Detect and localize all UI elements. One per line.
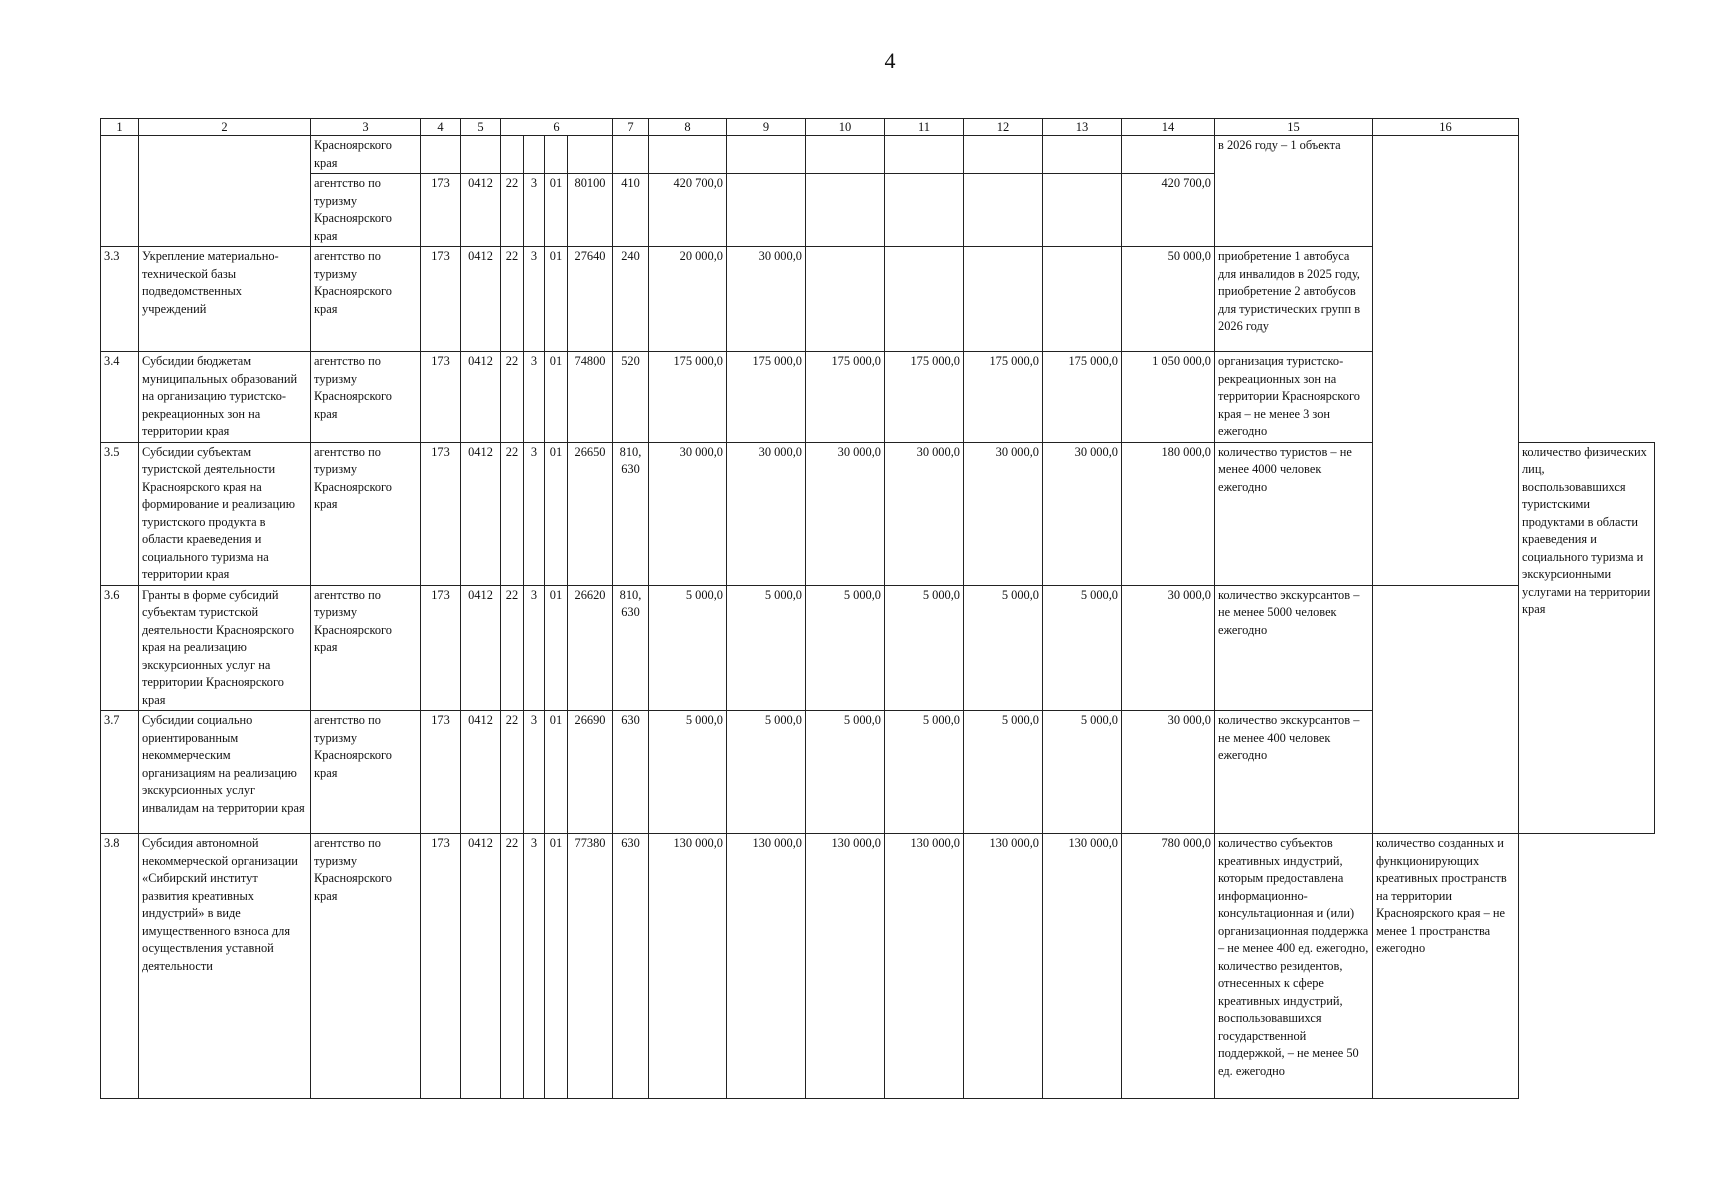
executor-cell: агентство по туризму Красноярского края (311, 352, 421, 443)
executor-cell: Красноярского края (311, 136, 421, 174)
executor-cell: агентство по туризму Красноярского края (311, 711, 421, 834)
col-header: 2 (139, 119, 311, 136)
table-row (101, 585, 1655, 711)
amount-cell: 130 000,0 (964, 834, 1043, 1099)
amount-cell: 130 000,0 (1043, 834, 1122, 1099)
vr-cell: 240 (613, 247, 649, 352)
vr-cell: 630 (613, 711, 649, 834)
col-header: 13 (1043, 119, 1122, 136)
amount-cell: 5 000,0 (964, 711, 1043, 834)
csr-cell: 22 (501, 247, 524, 352)
result-cell: количество экскурсантов – не менее 5000 человек ежегодно (1215, 585, 1373, 711)
col-header: 8 (649, 119, 727, 136)
csr-cell: 01 (545, 174, 568, 247)
rzpr-cell: 0412 (461, 247, 501, 352)
executor-cell: агентство по туризму Красноярского края (311, 585, 421, 711)
csr-cell: 3 (524, 247, 545, 352)
amount-cell: 5 000,0 (1043, 585, 1122, 711)
activity-name: Укрепление материально-технической базы подведомственных учреждений (139, 247, 311, 352)
csr-cell: 01 (545, 352, 568, 443)
amount-cell: 5 000,0 (1043, 711, 1122, 834)
activity-name: Субсидии бюджетам муниципальных образований на организацию туристско-рекреационных зон на территории края (139, 352, 311, 443)
csr-cell: 3 (524, 442, 545, 585)
amount-cell: 5 000,0 (885, 711, 964, 834)
vr-cell: 410 (613, 174, 649, 247)
col-header: 7 (613, 119, 649, 136)
rzpr-cell: 0412 (461, 352, 501, 443)
col-header: 5 (461, 119, 501, 136)
amount-cell: 20 000,0 (649, 247, 727, 352)
csr-cell: 22 (501, 352, 524, 443)
total-cell: 30 000,0 (1122, 711, 1215, 834)
row-number: 3.8 (101, 834, 139, 1099)
csr-cell: 77380 (568, 834, 613, 1099)
col-header: 11 (885, 119, 964, 136)
col-header: 12 (964, 119, 1043, 136)
row-number: 3.3 (101, 247, 139, 352)
page-number: 4 (884, 48, 896, 73)
total-cell: 1 050 000,0 (1122, 352, 1215, 443)
rzpr-cell: 0412 (461, 711, 501, 834)
rzpr-cell: 0412 (461, 834, 501, 1099)
csr-cell: 26620 (568, 585, 613, 711)
grbs-cell: 173 (421, 442, 461, 585)
grbs-cell: 173 (421, 247, 461, 352)
amount-cell: 420 700,0 (649, 174, 727, 247)
result-cell: приобретение 1 автобуса для инвалидов в 2025 году, приобретение 2 автобусов для туристических групп в 2026 году (1215, 247, 1373, 352)
amount-cell: 30 000,0 (727, 247, 806, 352)
vr-cell: 810, 630 (613, 442, 649, 585)
amount-cell: 30 000,0 (806, 442, 885, 585)
csr-cell: 26690 (568, 711, 613, 834)
csr-cell: 01 (545, 834, 568, 1099)
indicator-cell: количество физических лиц, воспользовавшихся туристскими продуктами в области краеведения и социального туризма и экскурсионными услугами на территории края (1519, 442, 1655, 834)
amount-cell: 175 000,0 (806, 352, 885, 443)
amount-cell: 30 000,0 (964, 442, 1043, 585)
activity-name: Субсидия автономной некоммерческой организации «Сибирский институт развития креативных индустрий» в виде имущественного взноса для осуществления уставной деятельности (139, 834, 311, 1099)
col-header: 9 (727, 119, 806, 136)
col-header: 4 (421, 119, 461, 136)
executor-cell: агентство по туризму Красноярского края (311, 174, 421, 247)
col-header: 6 (501, 119, 613, 136)
grbs-cell: 173 (421, 174, 461, 247)
total-cell: 180 000,0 (1122, 442, 1215, 585)
total-cell: 420 700,0 (1122, 174, 1215, 247)
amount-cell: 5 000,0 (964, 585, 1043, 711)
executor-cell: агентство по туризму Красноярского края (311, 442, 421, 585)
amount-cell: 30 000,0 (649, 442, 727, 585)
column-number-row (101, 119, 1655, 136)
result-cell: количество туристов – не менее 4000 человек ежегодно (1215, 442, 1373, 585)
amount-cell: 5 000,0 (806, 711, 885, 834)
amount-cell: 175 000,0 (964, 352, 1043, 443)
row-number: 3.5 (101, 442, 139, 585)
csr-cell: 22 (501, 442, 524, 585)
amount-cell: 130 000,0 (806, 834, 885, 1099)
total-cell: 30 000,0 (1122, 585, 1215, 711)
grbs-cell: 173 (421, 585, 461, 711)
csr-cell: 22 (501, 585, 524, 711)
row-number: 3.7 (101, 711, 139, 834)
csr-cell: 80100 (568, 174, 613, 247)
total-cell: 780 000,0 (1122, 834, 1215, 1099)
csr-cell: 74800 (568, 352, 613, 443)
executor-cell: агентство по туризму Красноярского края (311, 834, 421, 1099)
col-header: 1 (101, 119, 139, 136)
amount-cell: 5 000,0 (649, 711, 727, 834)
total-cell: 50 000,0 (1122, 247, 1215, 352)
vr-cell: 810, 630 (613, 585, 649, 711)
csr-cell: 27640 (568, 247, 613, 352)
amount-cell: 130 000,0 (727, 834, 806, 1099)
amount-cell: 175 000,0 (885, 352, 964, 443)
col-header: 3 (311, 119, 421, 136)
csr-cell: 01 (545, 442, 568, 585)
result-cell: количество субъектов креативных индустрий, которым предоставлена информационно-консультационная и (или) организационная поддержка – не менее 400 ед. ежегодно, количество резидентов, отнесенных к сфере креативных индустрий, воспользовавшихся государственной поддержкой, – не менее 50 ед. ежегодно (1215, 834, 1373, 1099)
amount-cell: 5 000,0 (727, 585, 806, 711)
amount-cell: 130 000,0 (649, 834, 727, 1099)
rzpr-cell: 0412 (461, 174, 501, 247)
executor-cell: агентство по туризму Красноярского края (311, 247, 421, 352)
grbs-cell: 173 (421, 834, 461, 1099)
activity-name: Субсидии субъектам туристской деятельности Красноярского края на формирование и реализацию туристского продукта в области краеведения и социального туризма на территории края (139, 442, 311, 585)
csr-cell: 26650 (568, 442, 613, 585)
csr-cell: 22 (501, 711, 524, 834)
csr-cell: 3 (524, 834, 545, 1099)
csr-cell: 01 (545, 711, 568, 834)
amount-cell: 30 000,0 (727, 442, 806, 585)
col-header: 15 (1215, 119, 1373, 136)
result-cell: организация туристско-рекреационных зон на территории Красноярского края – не менее 3 зон ежегодно (1215, 352, 1373, 443)
row-number: 3.6 (101, 585, 139, 711)
col-header: 14 (1122, 119, 1215, 136)
csr-cell: 22 (501, 174, 524, 247)
activity-name: Гранты в форме субсидий субъектам туристской деятельности Красноярского края на реализацию экскурсионных услуг на территории Красноярского края (139, 585, 311, 711)
csr-cell: 3 (524, 711, 545, 834)
grbs-cell: 173 (421, 352, 461, 443)
amount-cell: 5 000,0 (885, 585, 964, 711)
indicator-cell: количество созданных и функционирующих креативных пространств на территории Красноярского края – не менее 1 пространства ежегодно (1373, 834, 1519, 1099)
csr-cell: 3 (524, 352, 545, 443)
amount-cell: 30 000,0 (1043, 442, 1122, 585)
program-table (100, 118, 1655, 1099)
csr-cell: 01 (545, 585, 568, 711)
csr-cell: 3 (524, 585, 545, 711)
result-cell: в 2026 году – 1 объекта (1215, 136, 1373, 247)
amount-cell: 5 000,0 (727, 711, 806, 834)
amount-cell: 30 000,0 (885, 442, 964, 585)
csr-cell: 01 (545, 247, 568, 352)
vr-cell: 630 (613, 834, 649, 1099)
grbs-cell: 173 (421, 711, 461, 834)
result-cell: количество экскурсантов – не менее 400 человек ежегодно (1215, 711, 1373, 834)
amount-cell: 5 000,0 (806, 585, 885, 711)
table-row (101, 711, 1655, 834)
amount-cell: 175 000,0 (1043, 352, 1122, 443)
activity-name: Субсидии социально ориентированным некоммерческим организациям на реализацию экскурсионных услуг инвалидам на территории края (139, 711, 311, 834)
col-header: 10 (806, 119, 885, 136)
amount-cell: 5 000,0 (649, 585, 727, 711)
table-row (101, 136, 1655, 174)
rzpr-cell: 0412 (461, 585, 501, 711)
amount-cell: 130 000,0 (885, 834, 964, 1099)
col-header: 16 (1373, 119, 1519, 136)
rzpr-cell: 0412 (461, 442, 501, 585)
amount-cell: 175 000,0 (727, 352, 806, 443)
csr-cell: 3 (524, 174, 545, 247)
table-row (101, 834, 1655, 1099)
vr-cell: 520 (613, 352, 649, 443)
amount-cell: 175 000,0 (649, 352, 727, 443)
row-number: 3.4 (101, 352, 139, 443)
csr-cell: 22 (501, 834, 524, 1099)
